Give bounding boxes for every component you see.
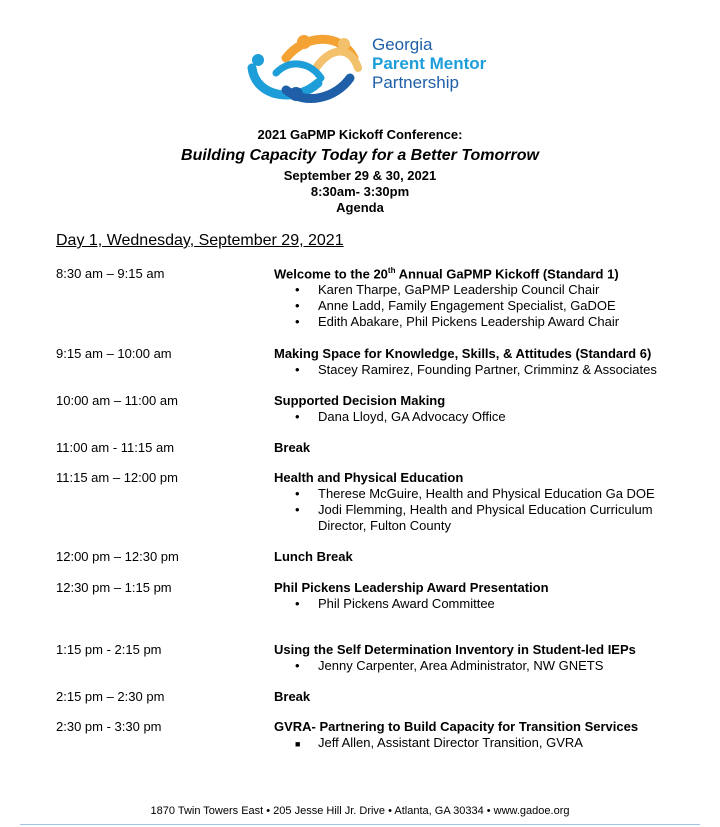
speaker-list <box>290 362 657 378</box>
session-title: Health and Physical Education <box>274 470 464 485</box>
session-title: Using the Self Determination Inventory in Student-led IEPs <box>274 642 636 657</box>
speaker-list <box>290 409 506 425</box>
conference-dates: September 29 & 30, 2021 <box>283 168 437 183</box>
session-time: 8:30 am – 9:15 am <box>56 266 165 281</box>
session-time: 11:00 am - 11:15 am <box>56 440 175 455</box>
speaker-item: • Phil Pickens Award Committee <box>295 596 495 611</box>
session-time: 2:30 pm - 3:30 pm <box>56 719 162 734</box>
conference-title: 2021 GaPMP Kickoff Conference: <box>257 127 463 142</box>
speaker-list <box>290 282 619 330</box>
session-title: Welcome to the 20th Annual GaPMP Kickoff (Standard 1) <box>274 266 619 282</box>
session-time: 11:15 am – 12:00 pm <box>56 470 178 485</box>
speaker-item: ■ Jeff Allen, Assistant Director Transition, GVRA <box>295 735 583 750</box>
speaker-item: • Edith Abakare, Phil Pickens Leadership Award Chair <box>295 314 620 329</box>
session-title: Break <box>274 440 311 455</box>
session-title: Phil Pickens Leadership Award Presentation <box>274 580 549 595</box>
speaker-item-continued: Director, Fulton County <box>318 518 451 533</box>
session-time: 10:00 am – 11:00 am <box>56 393 178 408</box>
session-time: 9:15 am – 10:00 am <box>56 346 172 361</box>
session-title: Lunch Break <box>274 549 353 564</box>
session-time: 12:30 pm – 1:15 pm <box>56 580 172 595</box>
session-time: 12:00 pm – 12:30 pm <box>56 549 179 564</box>
day-heading: Day 1, Wednesday, September 29, 2021 <box>56 232 344 249</box>
logo-line-2: Parent Mentor <box>372 54 487 73</box>
speaker-item: • Jenny Carpenter, Area Administrator, NW GNETS <box>295 658 604 673</box>
speaker-list <box>290 658 603 674</box>
speaker-list <box>290 735 583 751</box>
session-title: GVRA- Partnering to Build Capacity for Transition Services <box>274 719 639 734</box>
logo-line-3: Partnership <box>372 73 459 92</box>
footer-address: 1870 Twin Towers East • 205 Jesse Hill Jr. Drive • Atlanta, GA 30334 • www.gadoe.org <box>150 805 570 817</box>
session-time: 1:15 pm - 2:15 pm <box>56 642 162 657</box>
session-title: Making Space for Knowledge, Skills, & Attitudes (Standard 6) <box>274 346 652 361</box>
footer-divider <box>20 824 700 825</box>
session-title: Break <box>274 689 311 704</box>
logo-line-1: Georgia <box>372 35 433 54</box>
agenda-heading: Agenda <box>336 200 384 215</box>
speaker-item: • Dana Lloyd, GA Advocacy Office <box>295 409 506 424</box>
session-time: 2:15 pm – 2:30 pm <box>56 689 165 704</box>
session-title: Supported Decision Making <box>274 393 446 408</box>
speaker-item: • Karen Tharpe, GaPMP Leadership Council Chair <box>295 282 600 297</box>
conference-time: 8:30am- 3:30pm <box>310 184 410 199</box>
speaker-list <box>290 596 495 612</box>
speaker-item: • Therese McGuire, Health and Physical Education Ga DOE <box>295 486 655 501</box>
logo-text <box>372 35 486 92</box>
conference-theme: Building Capacity Today for a Better Tomorrow <box>181 147 539 164</box>
speaker-item: • Jodi Flemming, Health and Physical Education Curriculum <box>295 502 653 517</box>
speaker-list <box>290 486 655 534</box>
speaker-item: • Stacey Ramirez, Founding Partner, Crimminz & Associates <box>295 362 657 377</box>
speaker-item: • Anne Ladd, Family Engagement Specialist, GaDOE <box>295 298 616 313</box>
